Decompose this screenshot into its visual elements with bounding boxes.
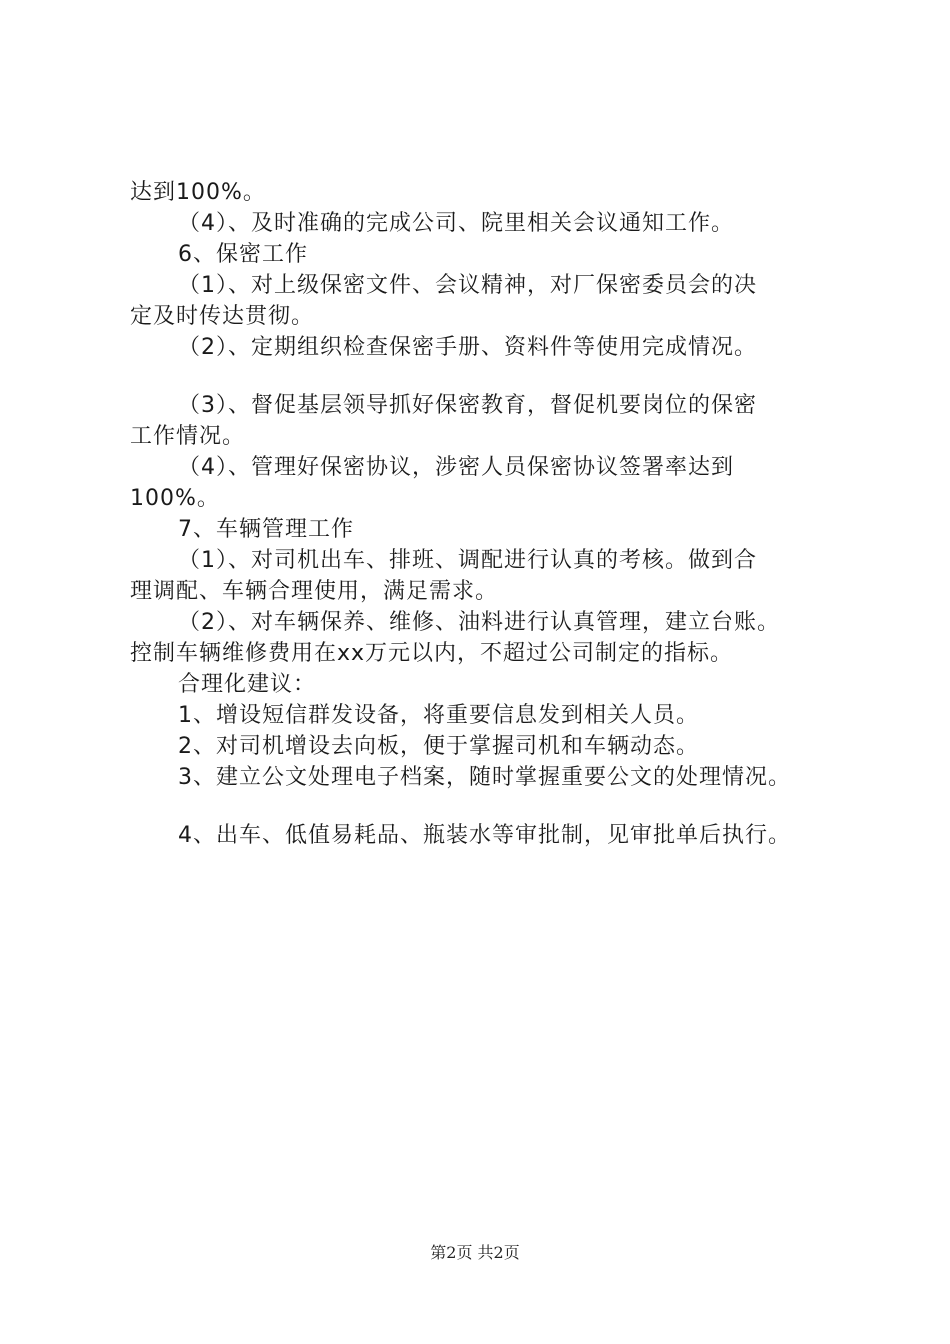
text-line: （1）、对司机出车、排班、调配进行认真的考核。做到合 [178,548,757,573]
text-line: （4）、管理好保密协议，涉密人员保密协议签署率达到 [178,455,734,480]
text-line: 工作情况。 [130,424,246,449]
text-line: （1）、对上级保密文件、会议精神，对厂保密委员会的决 [178,273,757,298]
text-line: （2）、定期组织检查保密手册、资料件等使用完成情况。 [178,335,757,360]
section-heading: 合理化建议： [178,672,317,697]
text-line: 控制车辆维修费用在xx万元以内，不超过公司制定的指标。 [130,641,734,666]
list-item: 4、出车、低值易耗品、瓶装水等审批制，见审批单后执行。 [178,823,791,848]
text-line: （2）、对车辆保养、维修、油料进行认真管理，建立台账。 [178,610,780,635]
text-line: 理调配、车辆合理使用，满足需求。 [130,579,499,604]
list-item: 2、对司机增设去向板，便于掌握司机和车辆动态。 [178,734,699,759]
list-item: 1、增设短信群发设备，将重要信息发到相关人员。 [178,703,699,728]
text-line: （3）、督促基层领导抓好保密教育，督促机要岗位的保密 [178,393,757,418]
section-heading: 7、车辆管理工作 [178,517,354,542]
page-number-footer: 第2页 共2页 [430,1243,520,1262]
list-item: 3、建立公文处理电子档案，随时掌握重要公文的处理情况。 [178,765,791,790]
text-line: （4）、及时准确的完成公司、院里相关会议通知工作。 [178,211,734,236]
text-line: 达到100%。 [130,180,266,205]
section-heading: 6、保密工作 [178,242,308,267]
text-line: 100%。 [130,486,220,511]
text-line: 定及时传达贯彻。 [130,304,315,329]
